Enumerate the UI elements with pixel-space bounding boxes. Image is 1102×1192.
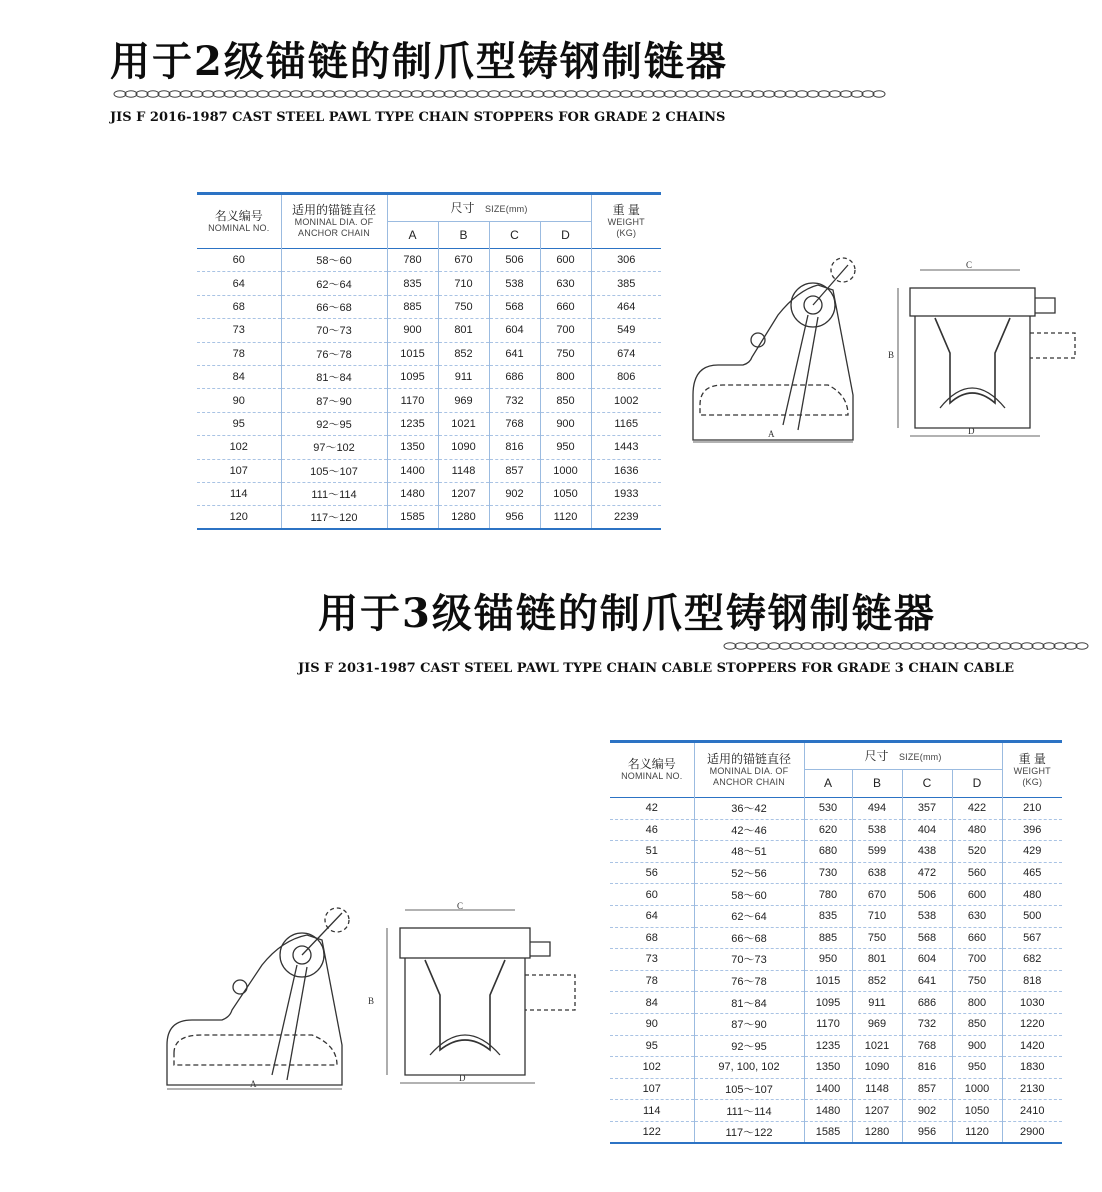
dim-d-cell: 1050 bbox=[540, 482, 591, 505]
table-row bbox=[610, 1078, 1062, 1100]
dim-b-cell: 710 bbox=[438, 272, 489, 295]
dim-c-cell: 538 bbox=[902, 905, 952, 927]
dim-d-cell: 1120 bbox=[540, 506, 591, 529]
table-row bbox=[610, 949, 1062, 971]
dim-a-cell: 730 bbox=[804, 862, 852, 884]
dim-d-cell: 700 bbox=[540, 319, 591, 342]
weight-cell: 2900 bbox=[1002, 1121, 1062, 1143]
nominal-no-cell: 78 bbox=[610, 970, 694, 992]
nominal-no-cell: 95 bbox=[197, 412, 281, 435]
dim-b-cell: 1021 bbox=[852, 1035, 902, 1057]
dim-b-label: B bbox=[368, 996, 375, 1006]
section1-stopper-side-view bbox=[688, 245, 873, 445]
dim-c-cell: 816 bbox=[902, 1057, 952, 1079]
dim-c-label: C bbox=[966, 260, 973, 270]
dim-b-cell: 1090 bbox=[438, 436, 489, 459]
col-chain-dia-header: 适用的锚链直径 MONINAL DIA. OF ANCHOR CHAIN bbox=[281, 194, 387, 249]
table-row bbox=[197, 249, 661, 272]
col-size-header: 尺寸 SIZE(mm) bbox=[387, 194, 591, 222]
col-c-header: C bbox=[489, 222, 540, 249]
dim-a-cell: 530 bbox=[804, 798, 852, 820]
chain-dia-cell: 81～84 bbox=[694, 992, 804, 1014]
weight-cell: 818 bbox=[1002, 970, 1062, 992]
dim-a-cell: 885 bbox=[387, 295, 438, 318]
weight-cell: 464 bbox=[591, 295, 661, 318]
dim-a-cell: 1235 bbox=[804, 1035, 852, 1057]
dim-c-cell: 956 bbox=[489, 506, 540, 529]
dim-c-cell: 604 bbox=[489, 319, 540, 342]
weight-cell: 674 bbox=[591, 342, 661, 365]
dim-c-cell: 641 bbox=[489, 342, 540, 365]
dim-a-cell: 1170 bbox=[804, 1013, 852, 1035]
dim-b-cell: 1280 bbox=[852, 1121, 902, 1143]
dim-d-cell: 660 bbox=[952, 927, 1002, 949]
dim-d-cell: 950 bbox=[540, 436, 591, 459]
chain-dia-cell: 48～51 bbox=[694, 841, 804, 863]
chain-dia-cell: 70～73 bbox=[281, 319, 387, 342]
col-b-header: B bbox=[438, 222, 489, 249]
dim-d-cell: 800 bbox=[952, 992, 1002, 1014]
dim-a-cell: 620 bbox=[804, 819, 852, 841]
section1-subtitle: JIS F 2016-1987 CAST STEEL PAWL TYPE CHAIN STOPPERS FOR GRADE 2 CHAINS bbox=[110, 110, 726, 125]
dim-b-cell: 852 bbox=[438, 342, 489, 365]
dim-d-label: D bbox=[459, 1073, 466, 1083]
dim-c-cell: 357 bbox=[902, 798, 952, 820]
dim-a-cell: 1015 bbox=[387, 342, 438, 365]
nominal-no-cell: 68 bbox=[610, 927, 694, 949]
dim-d-cell: 1050 bbox=[952, 1100, 1002, 1122]
dim-c-cell: 506 bbox=[902, 884, 952, 906]
table-row bbox=[197, 272, 661, 295]
section2-spec-table bbox=[610, 740, 1062, 1144]
dim-c-cell: 438 bbox=[902, 841, 952, 863]
dim-c-cell: 472 bbox=[902, 862, 952, 884]
chain-divider-1 bbox=[112, 88, 892, 100]
dim-a-cell: 1170 bbox=[387, 389, 438, 412]
dim-c-cell: 686 bbox=[489, 365, 540, 388]
dim-d-cell: 850 bbox=[540, 389, 591, 412]
nominal-no-cell: 46 bbox=[610, 819, 694, 841]
dim-a-cell: 1400 bbox=[387, 459, 438, 482]
dim-b-cell: 750 bbox=[852, 927, 902, 949]
section2-title: 用于3级锚链的制爪型铸钢制链器 bbox=[318, 590, 936, 637]
weight-cell: 1443 bbox=[591, 436, 661, 459]
weight-cell: 500 bbox=[1002, 905, 1062, 927]
dim-d-cell: 950 bbox=[952, 1057, 1002, 1079]
chain-dia-cell: 58～60 bbox=[281, 249, 387, 272]
weight-cell: 806 bbox=[591, 365, 661, 388]
dim-a-label: A bbox=[250, 1079, 257, 1089]
dim-b-cell: 1148 bbox=[438, 459, 489, 482]
nominal-no-cell: 56 bbox=[610, 862, 694, 884]
col-d-header: D bbox=[540, 222, 591, 249]
dim-d-cell: 700 bbox=[952, 949, 1002, 971]
dim-b-cell: 750 bbox=[438, 295, 489, 318]
table-row bbox=[610, 905, 1062, 927]
dim-b-label: B bbox=[888, 350, 895, 360]
dim-d-cell: 1120 bbox=[952, 1121, 1002, 1143]
dim-c-cell: 857 bbox=[489, 459, 540, 482]
dim-d-cell: 600 bbox=[952, 884, 1002, 906]
dim-c-cell: 641 bbox=[902, 970, 952, 992]
nominal-no-cell: 120 bbox=[197, 506, 281, 529]
nominal-no-cell: 102 bbox=[610, 1057, 694, 1079]
weight-cell: 306 bbox=[591, 249, 661, 272]
col-b-header: B bbox=[852, 770, 902, 798]
section1-spec-table bbox=[197, 192, 661, 530]
dim-d-cell: 660 bbox=[540, 295, 591, 318]
chain-dia-cell: 81～84 bbox=[281, 365, 387, 388]
chain-dia-cell: 66～68 bbox=[281, 295, 387, 318]
dim-b-cell: 670 bbox=[438, 249, 489, 272]
table-row bbox=[197, 482, 661, 505]
chain-dia-cell: 105～107 bbox=[281, 459, 387, 482]
nominal-no-cell: 73 bbox=[197, 319, 281, 342]
col-size-header: 尺寸 SIZE(mm) bbox=[804, 742, 1002, 770]
dim-a-cell: 1585 bbox=[387, 506, 438, 529]
dim-c-cell: 956 bbox=[902, 1121, 952, 1143]
dim-c-cell: 506 bbox=[489, 249, 540, 272]
weight-cell: 385 bbox=[591, 272, 661, 295]
dim-d-cell: 1000 bbox=[952, 1078, 1002, 1100]
table-row bbox=[197, 319, 661, 342]
chain-dia-cell: 76～78 bbox=[694, 970, 804, 992]
dim-b-cell: 801 bbox=[438, 319, 489, 342]
section2-subtitle: JIS F 2031-1987 CAST STEEL PAWL TYPE CHAIN CABLE STOPPERS FOR GRADE 3 CHAIN CABLE bbox=[298, 661, 1015, 676]
dim-b-cell: 911 bbox=[852, 992, 902, 1014]
dim-c-label: C bbox=[457, 901, 464, 911]
chain-dia-cell: 76～78 bbox=[281, 342, 387, 365]
section2-stopper-side-view bbox=[162, 895, 367, 1095]
nominal-no-cell: 60 bbox=[197, 249, 281, 272]
dim-c-cell: 604 bbox=[902, 949, 952, 971]
weight-cell: 2410 bbox=[1002, 1100, 1062, 1122]
dim-a-cell: 1095 bbox=[804, 992, 852, 1014]
dim-a-cell: 1350 bbox=[387, 436, 438, 459]
dim-b-cell: 494 bbox=[852, 798, 902, 820]
chain-dia-cell: 87～90 bbox=[281, 389, 387, 412]
dim-d-cell: 1000 bbox=[540, 459, 591, 482]
nominal-no-cell: 114 bbox=[610, 1100, 694, 1122]
dim-c-cell: 538 bbox=[489, 272, 540, 295]
dim-d-cell: 900 bbox=[952, 1035, 1002, 1057]
col-c-header: C bbox=[902, 770, 952, 798]
dim-d-cell: 422 bbox=[952, 798, 1002, 820]
table-row bbox=[197, 412, 661, 435]
chain-dia-cell: 105～107 bbox=[694, 1078, 804, 1100]
col-nominal-header: 名义编号 NOMINAL NO. bbox=[208, 208, 270, 233]
chain-dia-cell: 92～95 bbox=[694, 1035, 804, 1057]
dim-c-cell: 768 bbox=[489, 412, 540, 435]
dim-a-cell: 1585 bbox=[804, 1121, 852, 1143]
dim-c-cell: 732 bbox=[902, 1013, 952, 1035]
nominal-no-cell: 84 bbox=[197, 365, 281, 388]
table-row bbox=[610, 1013, 1062, 1035]
dim-b-cell: 1148 bbox=[852, 1078, 902, 1100]
chain-dia-cell: 97, 100, 102 bbox=[694, 1057, 804, 1079]
nominal-no-cell: 60 bbox=[610, 884, 694, 906]
nominal-no-cell: 73 bbox=[610, 949, 694, 971]
weight-cell: 465 bbox=[1002, 862, 1062, 884]
dim-d-cell: 600 bbox=[540, 249, 591, 272]
table-row bbox=[610, 862, 1062, 884]
weight-cell: 567 bbox=[1002, 927, 1062, 949]
dim-b-cell: 1090 bbox=[852, 1057, 902, 1079]
dim-d-cell: 900 bbox=[540, 412, 591, 435]
nominal-no-cell: 64 bbox=[610, 905, 694, 927]
nominal-no-cell: 107 bbox=[610, 1078, 694, 1100]
col-weight-header: 重 量 WEIGHT (KG) bbox=[591, 194, 661, 249]
nominal-no-cell: 95 bbox=[610, 1035, 694, 1057]
dim-b-cell: 801 bbox=[852, 949, 902, 971]
chain-dia-cell: 87～90 bbox=[694, 1013, 804, 1035]
table-row bbox=[197, 506, 661, 529]
nominal-no-cell: 64 bbox=[197, 272, 281, 295]
section1-stopper-front-view bbox=[880, 258, 1100, 443]
dim-c-cell: 404 bbox=[902, 819, 952, 841]
nominal-no-cell: 90 bbox=[610, 1013, 694, 1035]
chain-dia-cell: 62～64 bbox=[281, 272, 387, 295]
nominal-no-cell: 78 bbox=[197, 342, 281, 365]
weight-cell: 480 bbox=[1002, 884, 1062, 906]
dim-a-cell: 950 bbox=[804, 949, 852, 971]
chain-dia-cell: 36～42 bbox=[694, 798, 804, 820]
dim-c-cell: 768 bbox=[902, 1035, 952, 1057]
dim-c-cell: 902 bbox=[902, 1100, 952, 1122]
nominal-no-cell: 42 bbox=[610, 798, 694, 820]
chain-dia-cell: 42～46 bbox=[694, 819, 804, 841]
dim-d-cell: 750 bbox=[540, 342, 591, 365]
dim-a-cell: 1350 bbox=[804, 1057, 852, 1079]
dim-b-cell: 1280 bbox=[438, 506, 489, 529]
chain-dia-cell: 52～56 bbox=[694, 862, 804, 884]
nominal-no-cell: 122 bbox=[610, 1121, 694, 1143]
table-row bbox=[610, 819, 1062, 841]
chain-dia-cell: 117～122 bbox=[694, 1121, 804, 1143]
nominal-no-cell: 84 bbox=[610, 992, 694, 1014]
table-row bbox=[610, 1100, 1062, 1122]
chain-dia-cell: 117～120 bbox=[281, 506, 387, 529]
col-nominal-header: 名义编号 NOMINAL NO. bbox=[621, 757, 683, 781]
weight-cell: 1165 bbox=[591, 412, 661, 435]
table-row bbox=[610, 992, 1062, 1014]
section2-stopper-front-view bbox=[365, 900, 600, 1090]
nominal-no-cell: 90 bbox=[197, 389, 281, 412]
table-row bbox=[610, 927, 1062, 949]
weight-cell: 1220 bbox=[1002, 1013, 1062, 1035]
nominal-no-cell: 107 bbox=[197, 459, 281, 482]
weight-cell: 1420 bbox=[1002, 1035, 1062, 1057]
dim-a-label: A bbox=[768, 429, 775, 439]
table-row bbox=[197, 342, 661, 365]
dim-c-cell: 732 bbox=[489, 389, 540, 412]
chain-dia-cell: 92～95 bbox=[281, 412, 387, 435]
table-row bbox=[610, 841, 1062, 863]
weight-cell: 549 bbox=[591, 319, 661, 342]
table-row bbox=[610, 1121, 1062, 1143]
weight-cell: 2239 bbox=[591, 506, 661, 529]
dim-a-cell: 1480 bbox=[387, 482, 438, 505]
dim-d-cell: 850 bbox=[952, 1013, 1002, 1035]
dim-b-cell: 1207 bbox=[852, 1100, 902, 1122]
dim-b-cell: 969 bbox=[852, 1013, 902, 1035]
chain-dia-cell: 111～114 bbox=[694, 1100, 804, 1122]
chain-dia-cell: 97～102 bbox=[281, 436, 387, 459]
col-d-header: D bbox=[952, 770, 1002, 798]
dim-d-cell: 750 bbox=[952, 970, 1002, 992]
dim-c-cell: 857 bbox=[902, 1078, 952, 1100]
dim-b-cell: 852 bbox=[852, 970, 902, 992]
dim-c-cell: 902 bbox=[489, 482, 540, 505]
dim-a-cell: 780 bbox=[387, 249, 438, 272]
weight-cell: 210 bbox=[1002, 798, 1062, 820]
dim-c-cell: 686 bbox=[902, 992, 952, 1014]
dim-b-cell: 911 bbox=[438, 365, 489, 388]
dim-a-cell: 885 bbox=[804, 927, 852, 949]
weight-cell: 1636 bbox=[591, 459, 661, 482]
dim-a-cell: 1235 bbox=[387, 412, 438, 435]
weight-cell: 2130 bbox=[1002, 1078, 1062, 1100]
weight-cell: 429 bbox=[1002, 841, 1062, 863]
dim-b-cell: 638 bbox=[852, 862, 902, 884]
dim-d-cell: 630 bbox=[540, 272, 591, 295]
table-row bbox=[610, 884, 1062, 906]
dim-c-cell: 816 bbox=[489, 436, 540, 459]
dim-b-cell: 1021 bbox=[438, 412, 489, 435]
dim-b-cell: 969 bbox=[438, 389, 489, 412]
table-row bbox=[610, 1057, 1062, 1079]
dim-a-cell: 900 bbox=[387, 319, 438, 342]
nominal-no-cell: 68 bbox=[197, 295, 281, 318]
weight-cell: 682 bbox=[1002, 949, 1062, 971]
chain-dia-cell: 70～73 bbox=[694, 949, 804, 971]
table-row bbox=[610, 798, 1062, 820]
dim-b-cell: 710 bbox=[852, 905, 902, 927]
dim-a-cell: 780 bbox=[804, 884, 852, 906]
nominal-no-cell: 51 bbox=[610, 841, 694, 863]
col-weight-header: 重 量 WEIGHT (KG) bbox=[1002, 742, 1062, 798]
dim-d-cell: 560 bbox=[952, 862, 1002, 884]
dim-d-cell: 630 bbox=[952, 905, 1002, 927]
chain-divider-2 bbox=[722, 640, 1092, 652]
table-row bbox=[197, 295, 661, 318]
dim-c-cell: 568 bbox=[489, 295, 540, 318]
dim-b-cell: 670 bbox=[852, 884, 902, 906]
weight-cell: 1933 bbox=[591, 482, 661, 505]
dim-d-cell: 520 bbox=[952, 841, 1002, 863]
dim-a-cell: 1400 bbox=[804, 1078, 852, 1100]
dim-b-cell: 599 bbox=[852, 841, 902, 863]
col-a-header: A bbox=[387, 222, 438, 249]
dim-a-cell: 1095 bbox=[387, 365, 438, 388]
dim-c-cell: 568 bbox=[902, 927, 952, 949]
chain-dia-cell: 111～114 bbox=[281, 482, 387, 505]
table-row bbox=[197, 436, 661, 459]
dim-a-cell: 680 bbox=[804, 841, 852, 863]
weight-cell: 1830 bbox=[1002, 1057, 1062, 1079]
table-row bbox=[610, 970, 1062, 992]
dim-a-cell: 835 bbox=[387, 272, 438, 295]
col-a-header: A bbox=[804, 770, 852, 798]
chain-dia-cell: 58～60 bbox=[694, 884, 804, 906]
dim-a-cell: 1480 bbox=[804, 1100, 852, 1122]
dim-d-cell: 800 bbox=[540, 365, 591, 388]
dim-d-cell: 480 bbox=[952, 819, 1002, 841]
table-row bbox=[610, 1035, 1062, 1057]
nominal-no-cell: 102 bbox=[197, 436, 281, 459]
weight-cell: 396 bbox=[1002, 819, 1062, 841]
dim-a-cell: 1015 bbox=[804, 970, 852, 992]
nominal-no-cell: 114 bbox=[197, 482, 281, 505]
weight-cell: 1002 bbox=[591, 389, 661, 412]
table-row bbox=[197, 365, 661, 388]
dim-a-cell: 835 bbox=[804, 905, 852, 927]
chain-dia-cell: 66～68 bbox=[694, 927, 804, 949]
col-chain-dia-header: 适用的锚链直径 MONINAL DIA. OF ANCHOR CHAIN bbox=[694, 742, 804, 798]
dim-b-cell: 538 bbox=[852, 819, 902, 841]
table-row bbox=[197, 389, 661, 412]
table-row bbox=[197, 459, 661, 482]
dim-d-label: D bbox=[968, 426, 975, 436]
section1-title: 用于2级锚链的制爪型铸钢制链器 bbox=[110, 38, 728, 85]
chain-dia-cell: 62～64 bbox=[694, 905, 804, 927]
weight-cell: 1030 bbox=[1002, 992, 1062, 1014]
dim-b-cell: 1207 bbox=[438, 482, 489, 505]
